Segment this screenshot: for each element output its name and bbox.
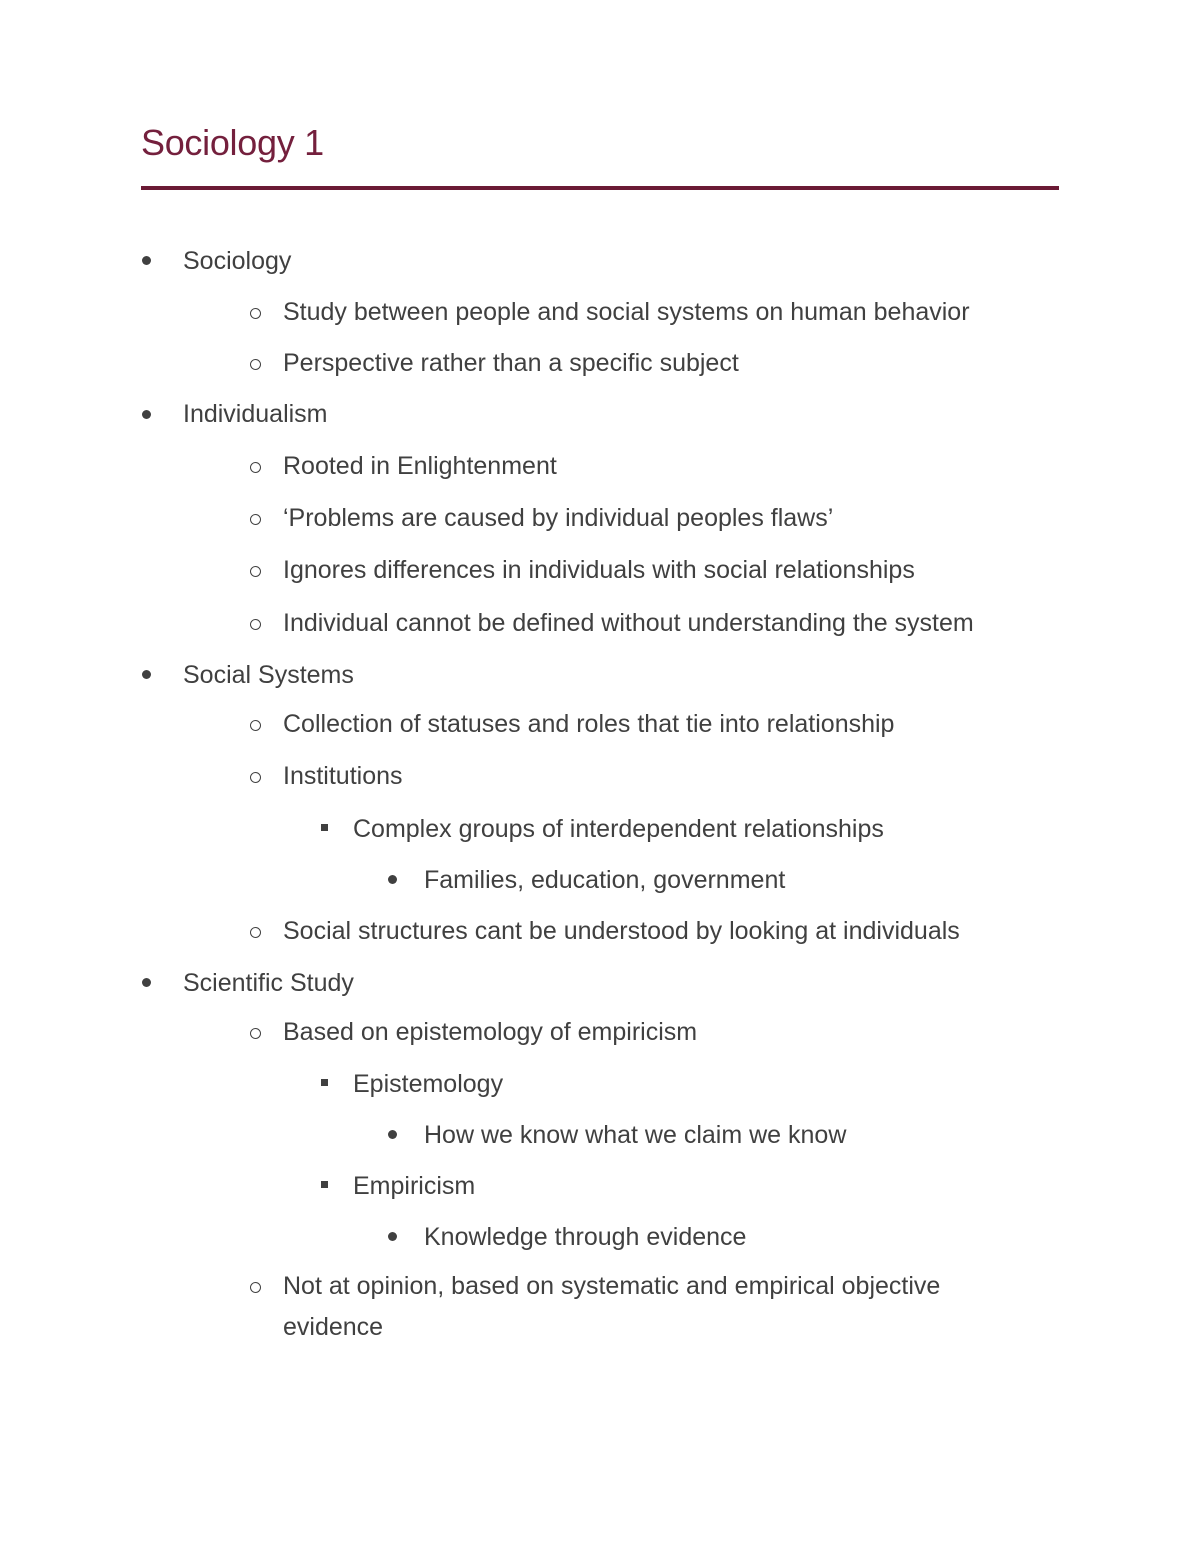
list-item-level-3: Empiricism [353,1172,476,1200]
page-title: Sociology 1 [141,122,324,163]
bullet-square-icon [321,1181,328,1188]
bullet-circle-icon [250,772,261,783]
bullet-circle-icon [250,927,261,938]
list-item-level-2: Ignores differences in individuals with social relationships [283,556,915,584]
title-divider [141,186,1059,190]
list-item-level-2-continuation: evidence [283,1313,384,1341]
bullet-dot-icon [142,670,151,679]
list-item-level-2: Individual cannot be defined without understanding the system [283,609,974,637]
bullet-square-icon [321,1079,328,1086]
list-item-level-2: Institutions [283,762,403,790]
bullet-circle-icon [250,619,261,630]
list-item-level-2: Rooted in Enlightenment [283,452,557,480]
bullet-dot-icon [142,256,151,265]
list-item-level-4: Families, education, government [424,866,786,894]
bullet-circle-icon [250,566,261,577]
bullet-dot-icon [388,875,397,884]
list-item-level-1: Individualism [183,400,328,428]
bullet-dot-icon [142,410,151,419]
bullet-circle-icon [250,308,261,319]
list-item-level-2: Perspective rather than a specific subject [283,349,739,377]
bullet-dot-icon [142,978,151,987]
list-item-level-2: Collection of statuses and roles that tie into relationship [283,710,895,738]
bullet-circle-icon [250,1028,261,1039]
bullet-circle-icon [250,359,261,370]
bullet-dot-icon [388,1232,397,1241]
list-item-level-4: Knowledge through evidence [424,1223,747,1251]
bullet-circle-icon [250,462,261,473]
bullet-circle-icon [250,514,261,525]
list-item-level-4: How we know what we claim we know [424,1121,847,1149]
bullet-circle-icon [250,1282,261,1293]
list-item-level-2: Based on epistemology of empiricism [283,1018,698,1046]
list-item-level-2: Study between people and social systems on human behavior [283,298,970,326]
bullet-square-icon [321,824,328,831]
list-item-level-1: Social Systems [183,661,354,689]
list-item-level-3: Epistemology [353,1070,504,1098]
bullet-circle-icon [250,720,261,731]
list-item-level-1: Scientific Study [183,969,354,997]
list-item-level-2: Not at opinion, based on systematic and empirical objective [283,1272,941,1300]
bullet-dot-icon [388,1130,397,1139]
list-item-level-1: Sociology [183,247,292,275]
list-item-level-2: Social structures cant be understood by looking at individuals [283,917,960,945]
list-item-level-3: Complex groups of interdependent relationships [353,815,884,843]
list-item-level-2: ‘Problems are caused by individual peoples flaws’ [283,504,834,532]
